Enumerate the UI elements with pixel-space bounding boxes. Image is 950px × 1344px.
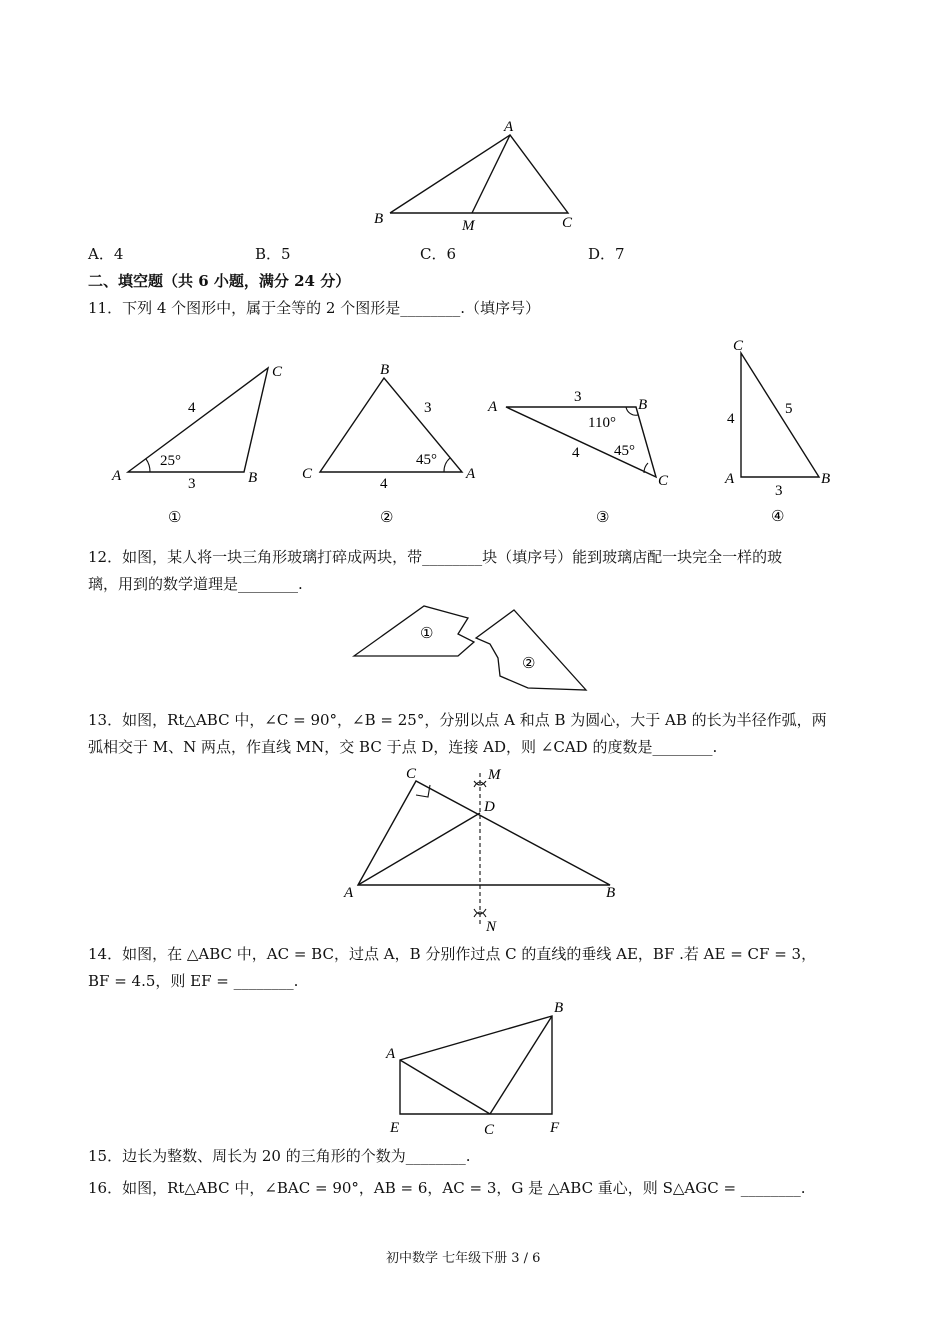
q15-text: 15．边长为整数、周长为 20 的三角形的个数为________. — [88, 1147, 471, 1165]
q11-f3-side-ac: 4 — [572, 445, 580, 461]
q10-label-m: M — [462, 218, 475, 234]
q14-line-2: BF = 4.5，则 EF = ________. — [88, 972, 299, 990]
q12-piece-1: ① — [420, 626, 434, 642]
section-heading: 二、填空题（共 6 小题，满分 24 分） — [88, 272, 351, 290]
page-footer: 初中数学 七年级下册 3 / 6 — [386, 1251, 541, 1266]
q11-f4-label-b: B — [821, 471, 831, 487]
q13-label-m: M — [488, 767, 501, 783]
q14-figure — [380, 998, 580, 1138]
q11-f3-label-b: B — [638, 397, 648, 413]
q11-figure-3 — [486, 385, 686, 530]
q14-label-f: F — [550, 1120, 560, 1136]
q11-f1-label-a: A — [112, 468, 122, 484]
q11-f2-side-ab: 3 — [424, 400, 432, 416]
q11-f3-label-a: A — [488, 399, 498, 415]
q12-line-1: 12．如图，某人将一块三角形玻璃打碎成两块，带________块（填序号）能到玻璃店配一块完全一样的玻 — [88, 548, 783, 566]
q10-figure — [370, 115, 590, 235]
q10-label-c: C — [562, 215, 573, 231]
q11-f2-side-ca: 4 — [380, 476, 388, 492]
q11-f1-side-ac: 4 — [188, 400, 196, 416]
q14-label-e: E — [390, 1120, 400, 1136]
q11-f2-angle: 45° — [416, 452, 437, 468]
q11-f4-side-bc: 5 — [785, 401, 793, 417]
q14-label-c: C — [484, 1122, 495, 1138]
q11-f4-side-ab: 3 — [775, 483, 783, 499]
q11-figure-1 — [110, 360, 300, 530]
q11-f4-label-c: C — [733, 338, 744, 354]
q11-text: 11．下列 4 个图形中，属于全等的 2 个图形是________.（填序号） — [88, 299, 541, 317]
q10-label-b: B — [374, 211, 384, 227]
q14-line-1: 14．如图，在 △ABC 中，AC = BC，过点 A，B 分别作过点 C 的直线的垂线 AE，BF .若 AE = CF = 3， — [88, 945, 817, 963]
q11-f1-side-ab: 3 — [188, 476, 196, 492]
q11-f1-circ: ① — [168, 510, 182, 526]
q11-f2-circ: ② — [380, 510, 394, 526]
q13-label-d: D — [484, 799, 495, 815]
q10-option-b: B．5 — [255, 245, 291, 263]
q10-option-d: D．7 — [588, 245, 625, 263]
q10-option-a: A．4 — [88, 245, 124, 263]
q11-f4-label-a: A — [725, 471, 735, 487]
q11-f3-label-c: C — [658, 473, 669, 489]
q11-f2-label-c: C — [302, 466, 313, 482]
q12-figure — [350, 600, 595, 700]
q11-f3-angle-b: 110° — [588, 415, 616, 431]
q13-label-n: N — [486, 919, 497, 935]
q11-f1-angle: 25° — [160, 453, 181, 469]
q11-f4-side-ac: 4 — [727, 411, 735, 427]
q11-f4-circ: ④ — [771, 509, 785, 525]
q13-label-b: B — [606, 885, 616, 901]
q16-text: 16．如图，Rt△ABC 中，∠BAC = 90°，AB = 6，AC = 3，G 是 △ABC 重心，则 S△AGC = ________. — [88, 1179, 806, 1197]
q11-f1-label-c: C — [272, 364, 283, 380]
q11-f3-circ: ③ — [596, 510, 610, 526]
q11-f1-label-b: B — [248, 470, 258, 486]
q11-f3-side-ab: 3 — [574, 389, 582, 405]
q13-line-2: 弧相交于 M、N 两点，作直线 MN，交 BC 于点 D，连接 AD，则 ∠CAD 的度数是________. — [88, 738, 718, 756]
q13-label-c: C — [406, 766, 417, 782]
q13-figure — [340, 765, 630, 935]
q11-f2-label-b: B — [380, 362, 390, 378]
q13-line-1: 13．如图，Rt△ABC 中，∠C = 90°，∠B = 25°，分别以点 A 和点 B 为圆心，大于 AB 的长为半径作弧，两 — [88, 711, 827, 729]
q10-label-a: A — [504, 119, 514, 135]
q13-label-a: A — [344, 885, 354, 901]
q12-piece-2: ② — [522, 656, 536, 672]
q14-label-b: B — [554, 1000, 564, 1016]
q11-figure-4 — [715, 333, 845, 528]
q10-option-c: C．6 — [420, 245, 457, 263]
q12-line-2: 璃，用到的数学道理是________. — [88, 575, 303, 593]
q11-f2-label-a: A — [466, 466, 476, 482]
q11-figure-2 — [298, 360, 488, 530]
q14-label-a: A — [386, 1046, 396, 1062]
q11-f3-angle-c: 45° — [614, 443, 635, 459]
